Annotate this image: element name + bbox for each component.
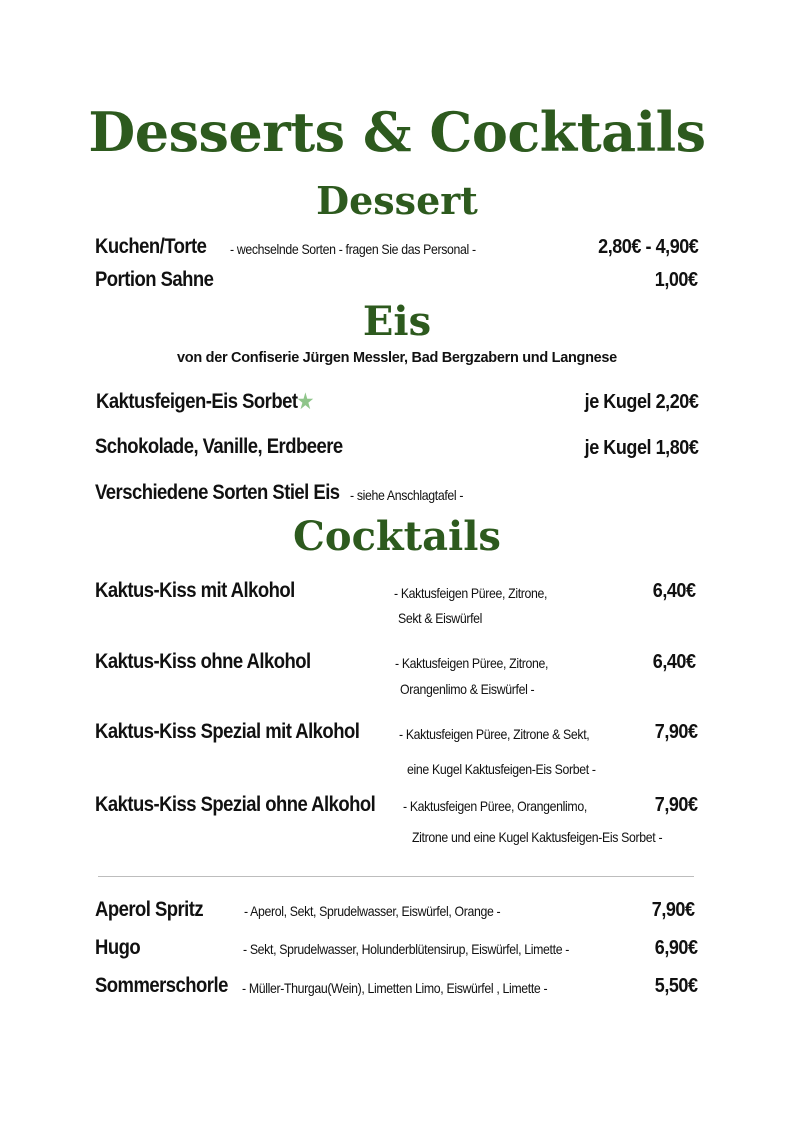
menu-item-name: Kaktus-Kiss Spezial mit Alkohol (95, 720, 360, 743)
menu-item-name: Kuchen/Torte (95, 235, 207, 258)
section-heading-eis: Eis (362, 298, 432, 345)
menu-item-name: Kaktus-Kiss ohne Alkohol (95, 650, 311, 673)
menu-item-price: 6,90€ (655, 937, 698, 959)
menu-item-price: 2,80€ - 4,90€ (597, 236, 698, 258)
menu-item-price: 7,90€ (655, 794, 698, 816)
menu-item-desc: Sekt & Eiswürfel (398, 610, 483, 626)
menu-item-name: Aperol Spritz (95, 898, 204, 921)
menu-item-desc: - Kaktusfeigen Püree, Zitrone & Sekt, (399, 726, 590, 742)
section-heading-dessert: Dessert (316, 178, 478, 223)
menu-item-name: Portion Sahne (95, 268, 214, 291)
menu-item-price: 7,90€ (655, 721, 698, 743)
star-icon: ★ (297, 391, 313, 413)
menu-item-name: Kaktus-Kiss Spezial ohne Alkohol (95, 793, 376, 816)
menu-item-desc: Zitrone und eine Kugel Kaktusfeigen-Eis Sorbet - (412, 829, 663, 845)
menu-item-price: 7,90€ (652, 899, 695, 921)
menu-item-desc: - Kaktusfeigen Püree, Zitrone, (395, 655, 549, 671)
menu-item-desc: - wechselnde Sorten - fragen Sie das Personal - (230, 241, 476, 257)
section-heading-cocktails: Cocktails (293, 513, 501, 560)
menu-item-desc: eine Kugel Kaktusfeigen-Eis Sorbet - (407, 761, 596, 777)
menu-item-price: je Kugel 2,20€ (584, 391, 698, 413)
eis-supplier-note: von der Confiserie Jürgen Messler, Bad Bergzabern und Langnese (177, 350, 617, 366)
menu-item-desc: Orangenlimo & Eiswürfel - (400, 681, 535, 697)
menu-item-name (96, 389, 313, 414)
menu-item-price: 1,00€ (655, 269, 698, 291)
menu-item-name: Hugo (95, 936, 141, 959)
menu-item-name: Verschiedene Sorten Stiel Eis (95, 481, 340, 504)
menu-item-desc: - Müller-Thurgau(Wein), Limetten Limo, Eiswürfel , Limette - (242, 980, 548, 996)
menu-item-desc: - Aperol, Sekt, Sprudelwasser, Eiswürfel, Orange - (244, 903, 501, 919)
menu-item-price: 6,40€ (653, 580, 696, 602)
menu-item-price: 6,40€ (653, 651, 696, 673)
menu-item-label: Kaktusfeigen-Eis Sorbet (96, 390, 298, 413)
menu-item-desc: - Kaktusfeigen Püree, Zitrone, (394, 585, 548, 601)
menu-item-name: Schokolade, Vanille, Erdbeere (95, 435, 343, 458)
menu-item-price: 5,50€ (655, 975, 698, 997)
menu-item-desc: - Sekt, Sprudelwasser, Holunderblütensirup, Eiswürfel, Limette - (243, 941, 570, 957)
menu-item-price: je Kugel 1,80€ (584, 437, 698, 459)
menu-item-desc: - Kaktusfeigen Püree, Orangenlimo, (403, 798, 587, 814)
menu-item-name: Kaktus-Kiss mit Alkohol (95, 579, 295, 602)
menu-item-name: Sommerschorle (95, 974, 228, 997)
menu-item-desc: - siehe Anschlagtafel - (350, 487, 464, 503)
page-title: Desserts & Cocktails (88, 100, 706, 164)
divider (98, 876, 694, 877)
